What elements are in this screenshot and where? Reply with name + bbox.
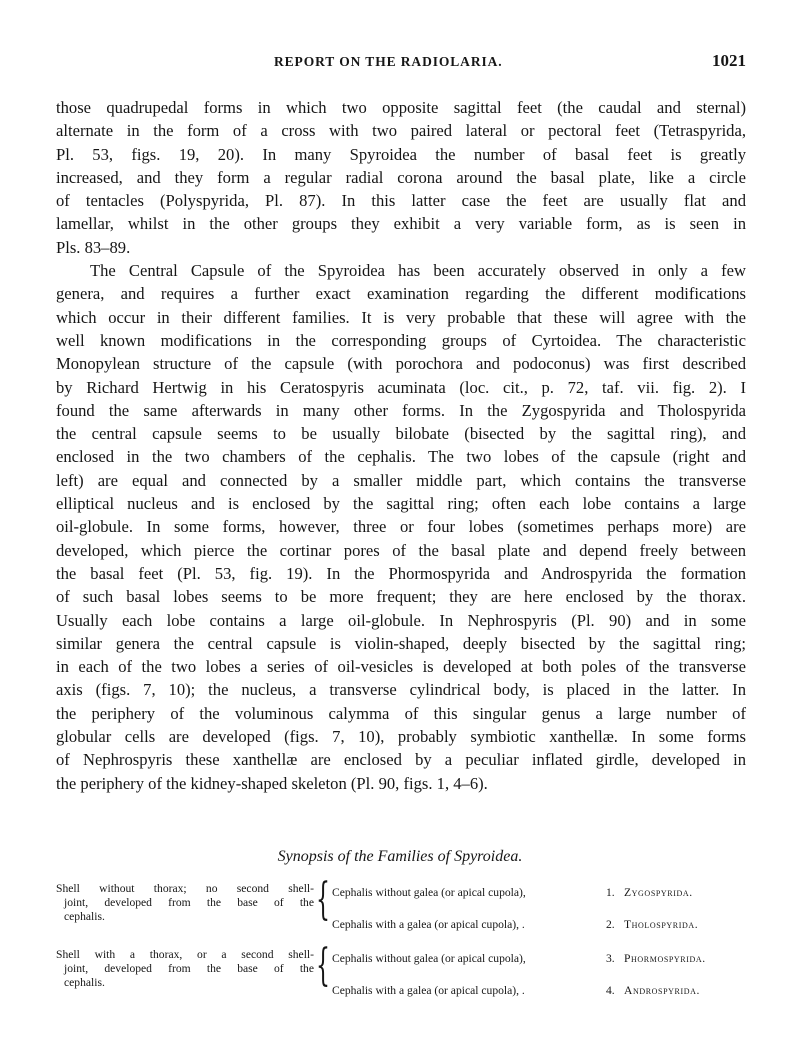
text-line: the basal feet (Pl. 53, fig. 19). In the Phormospyrida and Androspyrida the formation	[56, 563, 746, 583]
family-number: 2.	[606, 918, 615, 931]
running-header	[56, 51, 746, 76]
body-text	[56, 96, 746, 795]
page-number: 1021	[712, 51, 746, 70]
text-line: oil-globule. In some forms, however, three or four lobes (sometimes perhaps more) are	[56, 517, 746, 537]
synopsis-table	[56, 874, 746, 1014]
condition-line: joint, developed from the base of the	[64, 962, 314, 975]
text-line: increased, and they form a regular radial corona around the basal plate, like a circle	[56, 167, 746, 187]
text-line: axis (figs. 7, 10); the nucleus, a transverse cylindrical body, is placed in the latter. In	[56, 680, 746, 700]
text-line: Pls. 83–89.	[56, 237, 131, 257]
text-line: well known modifications in the corresponding groups of Cyrtoidea. The characteristic	[56, 330, 746, 350]
brace-symbol: {	[316, 874, 330, 925]
family-name: Zygospyrida.	[624, 886, 693, 899]
text-line: those quadrupedal forms in which two opposite sagittal feet (the caudal and sternal)	[56, 98, 746, 117]
family-criterion: Cephalis with a galea (or apical cupola), .	[332, 918, 525, 931]
family-name: Phormospyrida.	[624, 952, 706, 965]
family-criterion: Cephalis without galea (or apical cupola),	[332, 886, 526, 899]
family-number: 1.	[606, 886, 615, 899]
condition-line: Shell with a thorax, or a second shell-	[56, 948, 314, 961]
text-line: left) are equal and connected by a smaller middle part, which contains the transverse	[56, 470, 746, 490]
family-number: 4.	[606, 984, 615, 997]
family-name: Tholospyrida.	[624, 918, 699, 931]
text-line: which occur in their different families. It is very probable that these will agree with the	[56, 307, 746, 327]
group-condition	[56, 882, 314, 924]
text-line: of Nephrospyris these xanthellæ are enclosed by a peculiar inflated girdle, developed in	[56, 750, 746, 770]
group-condition	[56, 948, 314, 990]
text-line: Usually each lobe contains a large oil-globule. In Nephrospyris (Pl. 90) and in some	[56, 610, 746, 630]
synopsis-group	[56, 874, 746, 948]
family-criterion: Cephalis with a galea (or apical cupola), .	[332, 984, 525, 997]
synopsis-group	[56, 940, 746, 1014]
text-line: elliptical nucleus and is enclosed by the sagittal ring; often each lobe contains a large	[56, 494, 746, 514]
family-name: Androspyrida.	[624, 984, 700, 997]
text-line: genera, and requires a further exact examination regarding the different modifications	[56, 284, 746, 304]
text-line: in each of the two lobes a series of oil-vesicles is developed at both poles of the transverse	[56, 657, 746, 677]
text-line: globular cells are developed (figs. 7, 10), probably symbiotic xanthellæ. In some forms	[56, 727, 746, 747]
text-line: developed, which pierce the cortinar pores of the basal plate and depend freely between	[56, 540, 746, 560]
family-criterion: Cephalis without galea (or apical cupola),	[332, 952, 526, 965]
text-line: the periphery of the kidney-shaped skeleton (Pl. 90, figs. 1, 4–6).	[56, 773, 488, 793]
condition-line: cephalis.	[64, 910, 105, 923]
condition-line: joint, developed from the base of the	[64, 896, 314, 909]
text-line: enclosed in the two chambers of the cephalis. The two lobes of the capsule (right and	[56, 447, 746, 467]
brace-symbol: {	[316, 940, 330, 991]
text-line: similar genera the central capsule is violin-shaped, deeply bisected by the sagittal ring;	[56, 633, 746, 653]
text-line: Monopylean structure of the capsule (with porochora and podoconus) was first described	[56, 354, 746, 374]
text-line: the central capsule seems to be usually bilobate (bisected by the sagittal ring), and	[56, 424, 746, 444]
text-line: The Central Capsule of the Spyroidea has been accurately observed in only a few	[90, 261, 746, 281]
condition-line: Shell without thorax; no second shell-	[56, 882, 314, 895]
text-line: found the same afterwards in many other forms. In the Zygospyrida and Tholospyrida	[56, 400, 746, 420]
condition-line: cephalis.	[64, 976, 105, 989]
text-line: alternate in the form of a cross with two paired lateral or pectoral feet (Tetraspyrida,	[56, 121, 746, 141]
synopsis-title-text: Synopsis of the Families of Spyroidea.	[277, 848, 523, 865]
family-number: 3.	[606, 952, 615, 965]
text-line: the periphery of the voluminous calymma of this singular genus a large number of	[56, 703, 746, 723]
synopsis-title	[0, 848, 800, 866]
running-title: REPORT ON THE RADIOLARIA.	[274, 54, 503, 69]
text-line: by Richard Hertwig in his Ceratospyris acuminata (loc. cit., p. 72, taf. vii. fig. 2). I	[56, 377, 746, 397]
text-line: of tentacles (Polyspyrida, Pl. 87). In this latter case the feet are usually flat and	[56, 191, 746, 211]
text-line: Pl. 53, figs. 19, 20). In many Spyroidea the number of basal feet is greatly	[56, 144, 746, 164]
text-line: lamellar, whilst in the other groups they exhibit a very variable form, as is seen in	[56, 214, 746, 234]
text-line: of such basal lobes seems to be more frequent; they are here enclosed by the thorax.	[56, 587, 746, 607]
